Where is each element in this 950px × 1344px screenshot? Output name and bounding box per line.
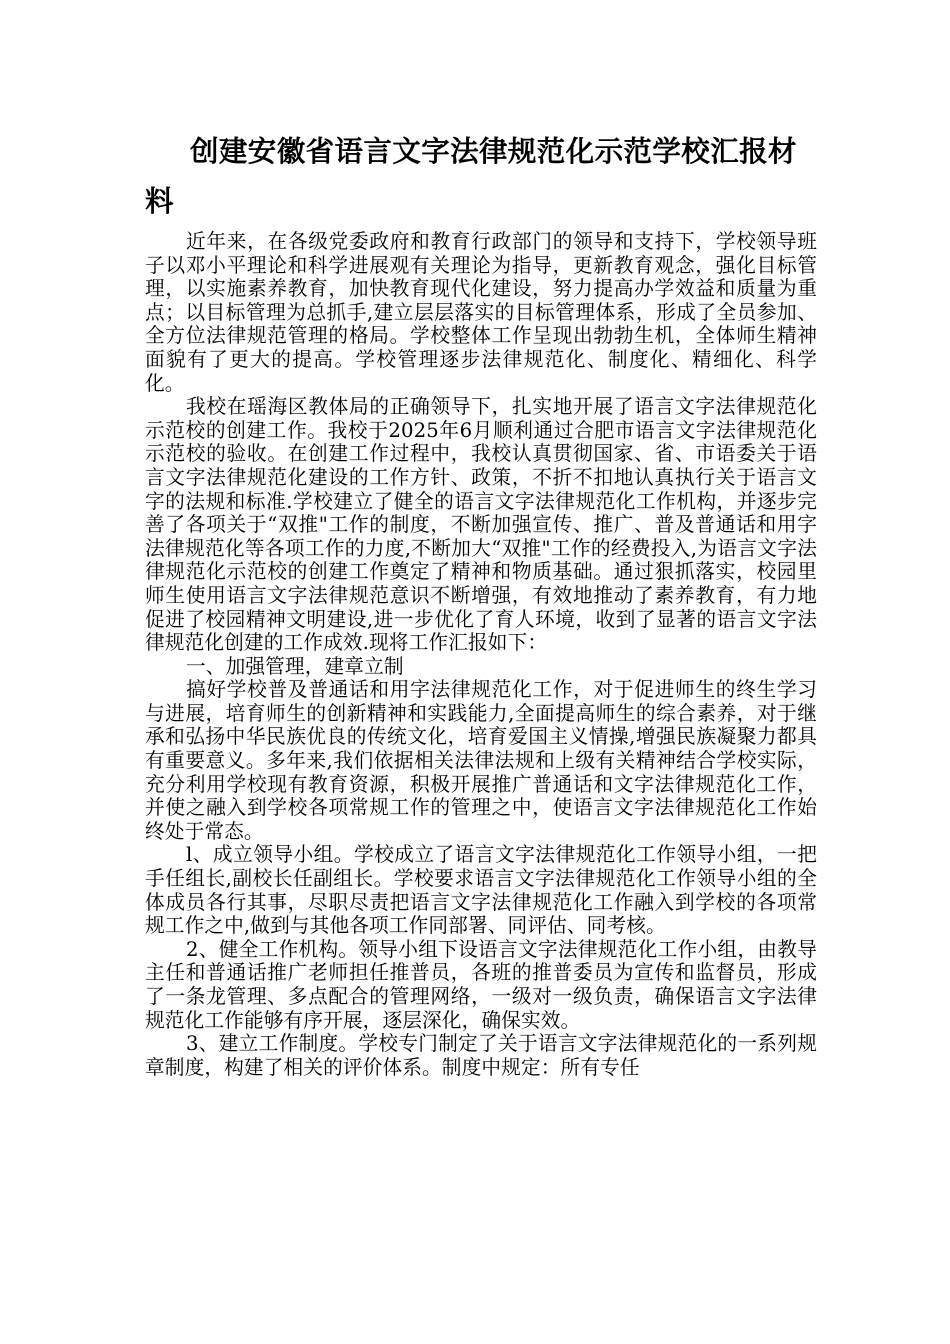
paragraph-item-3: 3、建立工作制度。学校专门制定了关于语言文字法律规范化的一系列规章制度，构建了相关的评价体系。制度中规定：所有专任 [145, 1032, 817, 1079]
document-page [145, 126, 817, 1079]
paragraph-section-1: 搞好学校普及普通话和用字法律规范化工作，对于促进师生的终生学习与进展，培育师生的创新精神和实践能力,全面提高师生的综合素养，对于继承和弘扬中华民族优良的传统文化，培育爱国主义情操,增强民族凝聚力都具有重要意义。多年来,我们依据相关法律法规和上级有关精神结合学校实际，充分利用学校现有教育资源，积极开展推广普通话和文字法律规范化工作，并使之融入到学校各项常规工作的管理之中，使语言文字法律规范化工作始终处于常态。 [145, 678, 817, 843]
document-title: 创建安徽省语言文字法律规范化示范学校汇报材料 [145, 134, 797, 218]
paragraph-item-2: 2、健全工作机构。领导小组下设语言文字法律规范化工作小组，由教导主任和普通话推广老师担任推普员，各班的推普委员为宣传和监督员，形成了一条龙管理、多点配合的管理网络，一级对一级负责，确保语言文字法律规范化工作能够有序开展，逐层深化，确保实效。 [145, 937, 817, 1032]
paragraph-intro: 近年来，在各级党委政府和教育行政部门的领导和支持下，学校领导班子以邓小平理论和科学进展观有关理论为指导，更新教育观念，强化目标管理，以实施素养教育，加快教育现代化建设，努力提高办学效益和质量为重点；以目标管理为总抓手,建立层层落实的目标管理体系，形成了全员参加、全方位法律规范管理的格局。学校整体工作呈现出勃勃生机，全体师生精神面貌有了更大的提高。学校管理逐步法律规范化、制度化、精细化、科学化。 [145, 230, 817, 395]
section-heading-1: 一、加强管理，建章立制 [186, 654, 404, 678]
paragraph-item-1: l、成立领导小组。学校成立了语言文字法律规范化工作领导小组，一把手任组长,副校长任副组长。学校要求语言文字法律规范化工作领导小组的全体成员各行其事，尽职尽责把语言文字法律规范化工作融入到学校的各项常规工作之中,做到与其他各项工作同部署、同评估、同考核。 [145, 843, 817, 938]
paragraph-background: 我校在瑶海区教体局的正确领导下，扎实地开展了语言文字法律规范化示范校的创建工作。我校于2025年6月顺利通过合肥市语言文字法律规范化示范校的验收。在创建工作过程中，我校认真贯彻国家、省、市语委关于语言文字法律规范化建设的工作方针、政策，不折不扣地认真执行关于语言文字的法规和标准.学校建立了健全的语言文字法律规范化工作机构，并逐步完善了各项关于“双推"工作的制度，不断加强宣传、推广、普及普通话和用字法律规范化等各项工作的力度,不断加大“双推"工作的经费投入,为语言文字法律规范化示范校的创建工作奠定了精神和物质基础。通过狠抓落实，校园里师生使用语言文字法律规范意识不断增强，有效地推动了素养教育，有力地促进了校园精神文明建设,进一步优化了育人环境，收到了显著的语言文字法律规范化创建的工作成效.现将工作汇报如下： [145, 395, 817, 655]
